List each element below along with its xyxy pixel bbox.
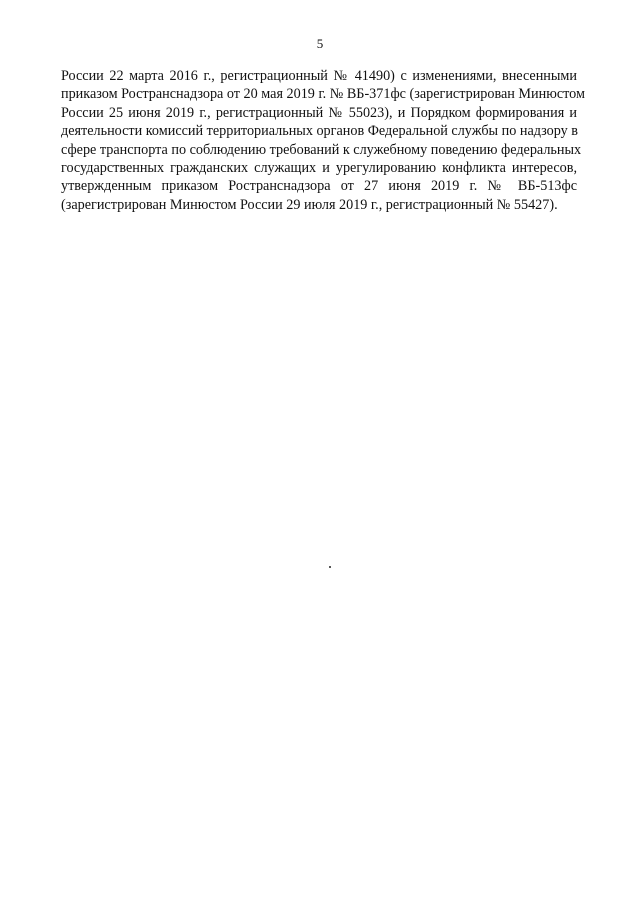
page-number: 5: [316, 36, 324, 51]
document-body-paragraph: [61, 67, 585, 214]
paragraph-line: приказом Ространснадзора от 20 мая 2019 г. № ВБ-371фс (зарегистрирован Минюстом: [61, 86, 585, 103]
paragraph-line: деятельности комиссий территориальных органов Федеральной службы по надзору в: [61, 123, 578, 140]
paragraph-line: государственных гражданских служащих и урегулированию конфликта интересов,: [61, 160, 577, 177]
paragraph-line: России 22 марта 2016 г., регистрационный № 41490) с изменениями, внесенными: [61, 68, 577, 84]
paragraph-line: сфере транспорта по соблюдению требований к служебному поведению федеральных: [61, 141, 582, 158]
scan-speck: [329, 566, 331, 568]
paragraph-line: (зарегистрирован Минюстом России 29 июля 2019 г., регистрационный № 55427).: [61, 196, 558, 213]
paragraph-line: утвержденным приказом Ространснадзора от 27 июня 2019 г. № ВБ-513фс: [61, 178, 577, 195]
paragraph-line: России 25 июня 2019 г., регистрационный № 55023), и Порядком формирования и: [61, 104, 577, 121]
